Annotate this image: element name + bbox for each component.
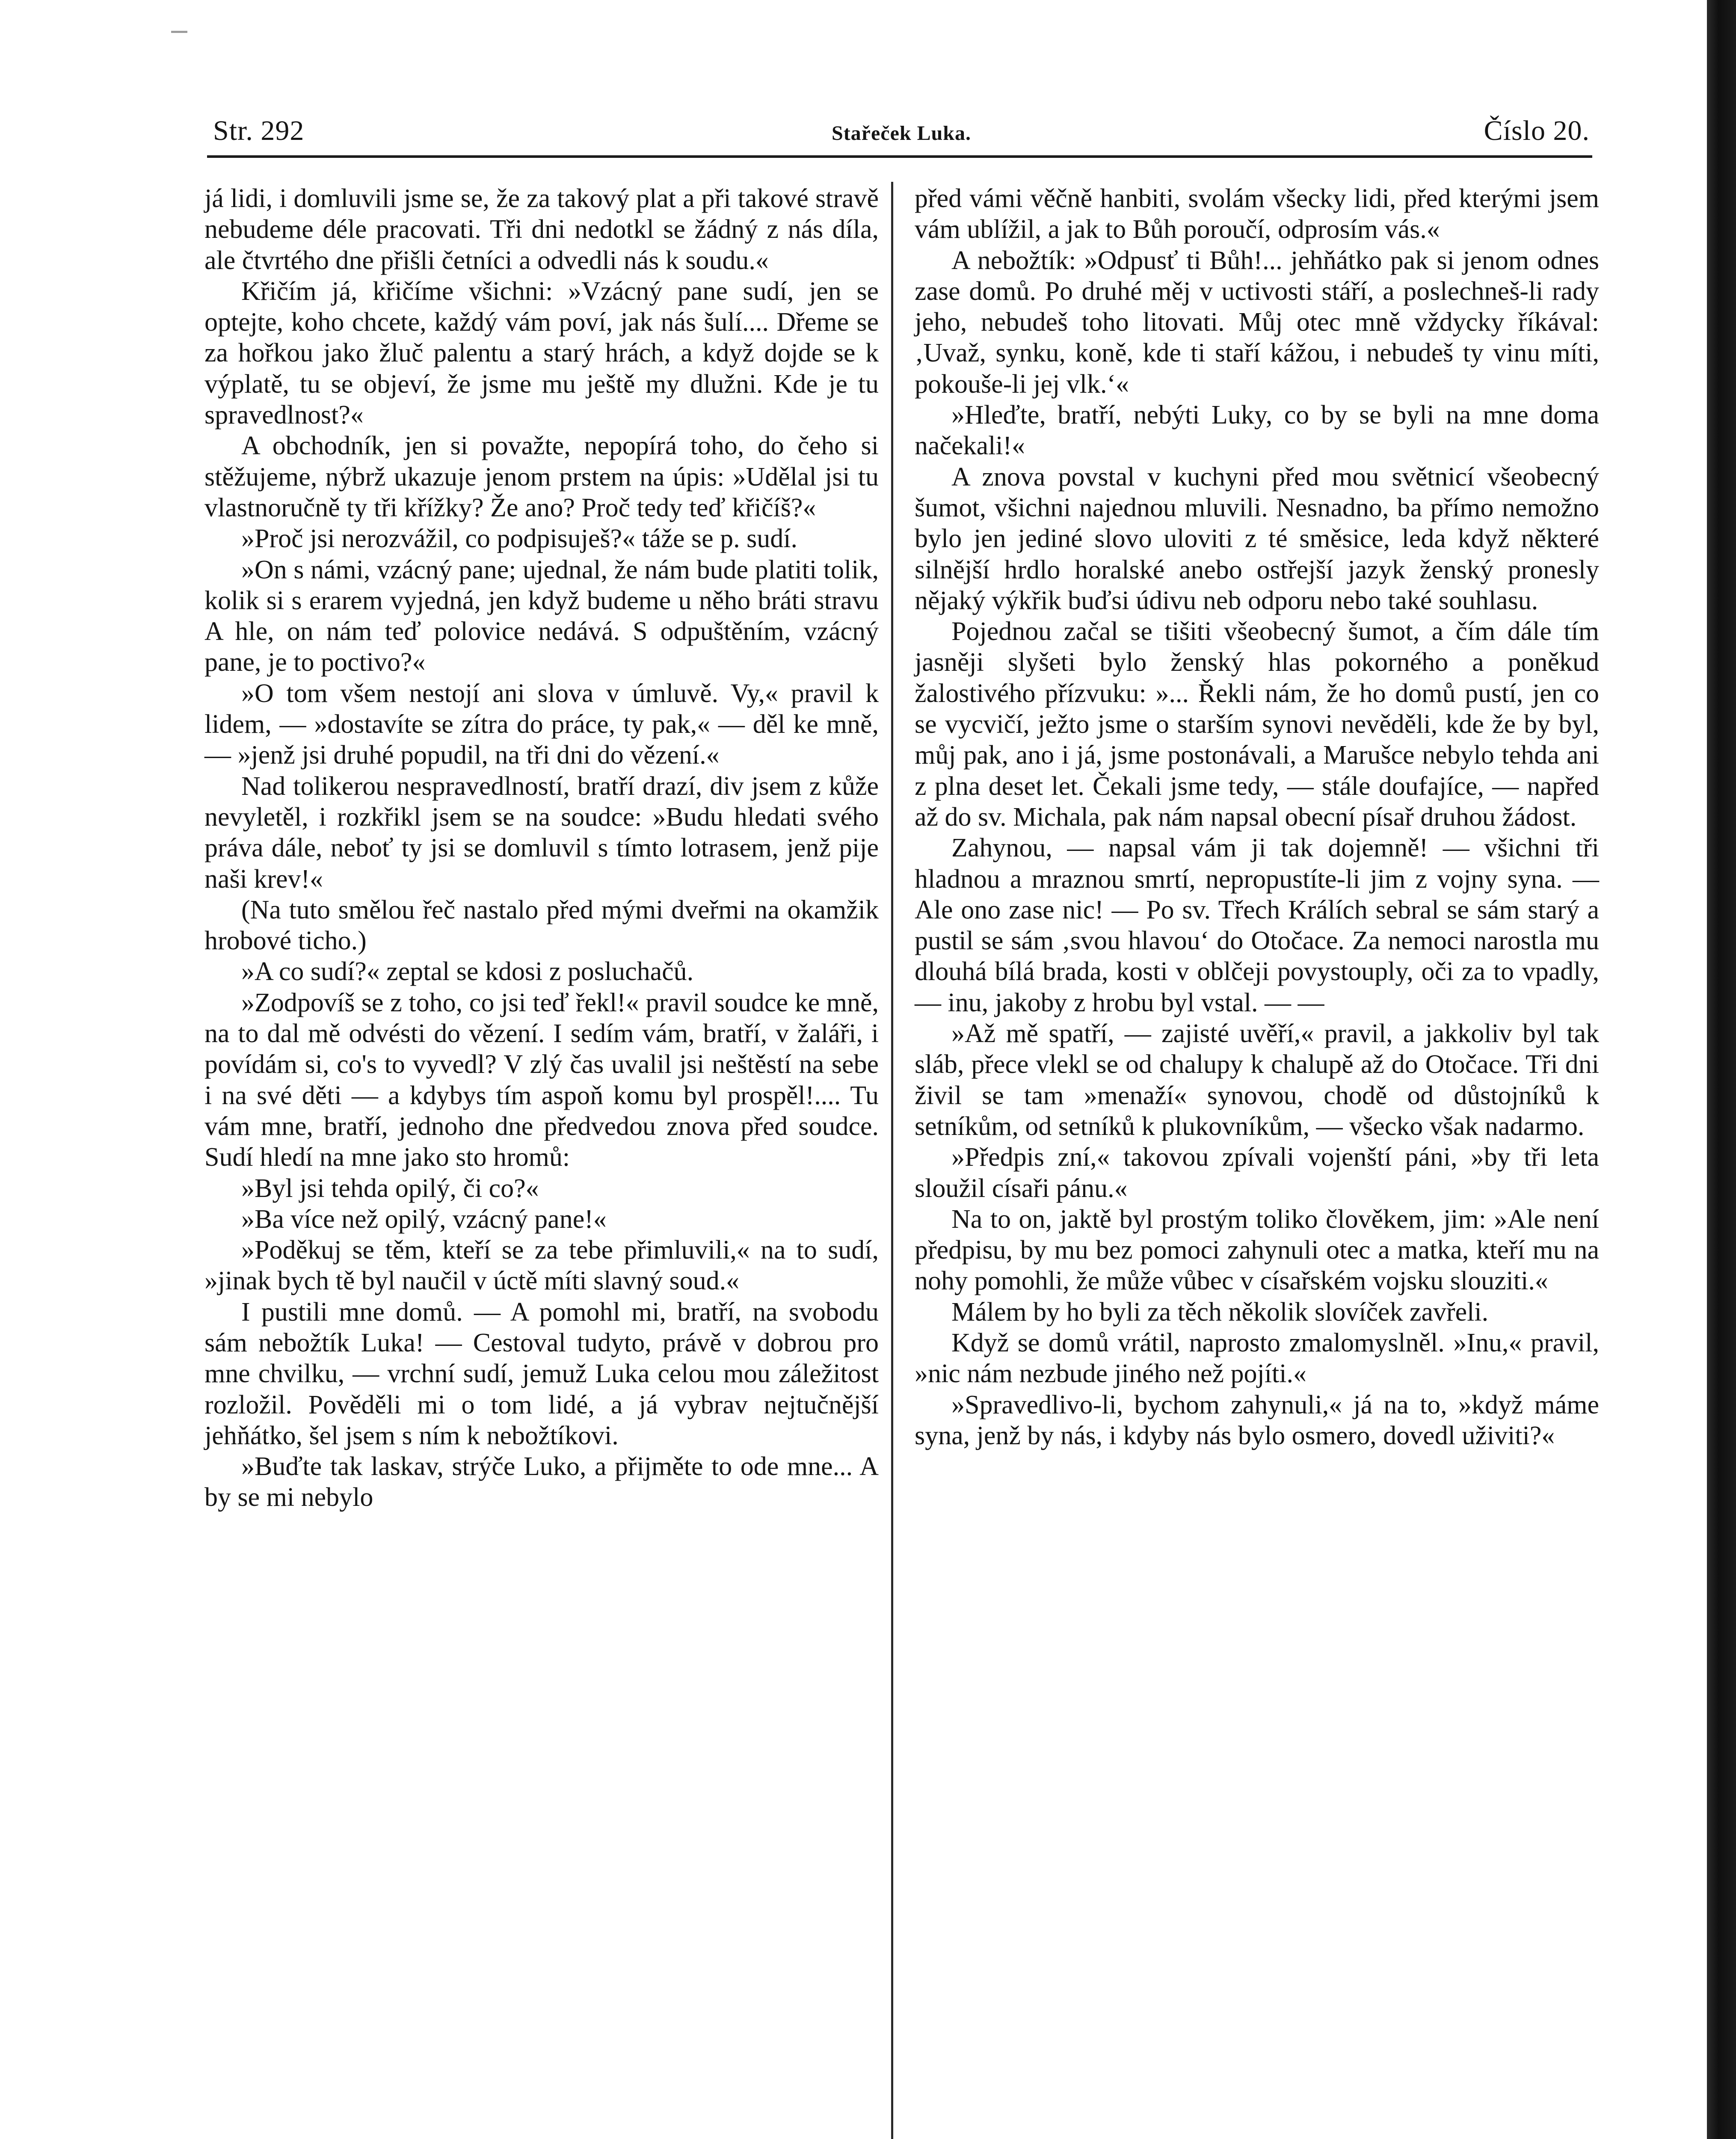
page-header	[213, 112, 1590, 155]
paragraph: »Ba více než opilý, vzácný pane!«	[241, 1204, 607, 1234]
paragraph: »Byl jsi tehda opilý, či co?«	[241, 1173, 539, 1203]
paragraph: Křičím já, křičíme všichni: »Vzácný pane sudí, jen se optejte, koho chcete, každý vám poví, jak nás šulí.... Dřeme se za hořkou jako žluč palentu a starý hrách, a když dojde se k výplatě, tu se objeví, že jsme mu ještě my dlužni. Kde je tu spravedlnost?«	[204, 276, 879, 430]
scan-edge	[1707, 0, 1736, 2139]
paragraph: »Buďte tak laskav, strýče Luko, a přijměte to ode mne... A by se mi nebylo	[204, 1452, 879, 1512]
paragraph: A znova povstal v kuchyni před mou světnicí všeobecný šumot, všichni najednou mluvili. Nesnadno, ba přímo nemožno bylo jen jediné slovo uloviti z té směsice, leda když některé silnější hrdlo horalské anebo ostřejší jazyk ženský pronesly nějaký výkřik buďsi údivu neb odporu nebo také souhlasu.	[915, 462, 1599, 615]
paragraph: »O tom všem nestojí ani slova v úmluvě. Vy,« pravil k lidem, — »dostavíte se zítra do práce, ty pak,« — děl ke mně, — »jenž jsi druhé popudil, na tři dni do vězení.«	[204, 678, 879, 770]
paragraph: Když se domů vrátil, naprosto zmalomyslněl. »Inu,« pravil, »nic nám nezbude jiného než pojíti.«	[915, 1328, 1599, 1389]
issue-number: Číslo 20.	[1484, 115, 1590, 146]
scan-mark	[171, 31, 187, 33]
running-title: Stařeček Luka.	[832, 122, 971, 145]
paragraph: »Předpis zní,« takovou zpívali vojenští páni, »by tři leta sloužil císaři pánu.«	[915, 1143, 1599, 1203]
paragraph: Zahynou, — napsal vám ji tak dojemně! — všichni tři hladnou a mraznou smrtí, nepropustíte-li jim z vojny syna. — Ale ono zase nic! — Po sv. Třech Králích sebral se sám starý a pustil se sám ‚svou hlavou‘ do Otočace. Za nemoci narostla mu dlouhá bílá brada, kosti v oblčeji povystouply, oči za to vpadly, — inu, jakoby z hrobu byl vstal. — —	[915, 833, 1599, 1017]
paragraph: A obchodník, jen si považte, nepopírá toho, do čeho si stěžujeme, nýbrž ukazuje jenom prstem na úpis: »Udělal jsi tu vlastnoručně ty tři křížky? Že ano? Proč tedy teď křičíš?«	[204, 431, 879, 522]
paragraph: (Na tuto smělou řeč nastalo před mými dveřmi na okamžik hrobové ticho.)	[204, 895, 879, 956]
paragraph: já lidi, i domluvili jsme se, že za takový plat a při takové stravě nebudeme déle pracovati. Tři dni nedotkl se žádný z nás díla, ale čtvrtého dne přišli četníci a odvedli nás k soudu.«	[204, 184, 879, 275]
right-column	[915, 183, 1599, 1451]
paragraph: »Proč jsi nerozvážil, co podpisuješ?« táže se p. sudí.	[241, 524, 797, 554]
paragraph: před vámi věčně hanbiti, svolám všecky lidi, před kterými jsem vám ublížil, a jak to Bůh poroučí, odprosím vás.«	[915, 184, 1599, 244]
paragraph: Pojednou začal se tišiti všeobecný šumot, a čím dále tím jasněji slyšeti bylo ženský hlas pokorného a poněkud žalostivého přízvuku: »... Řekli nám, že ho domů pustí, jen co se vycvičí, ježto jsme o starším synovi nevěděli, kde že by byl, můj pak, ano i já, jsme postonávali, a Marušce nebylo tehda ani z plna deset let. Čekali jsme tedy, — stále doufajíce, — napřed až do sv. Michala, pak nám napsal obecní písař druhou žádost.	[915, 617, 1599, 832]
paragraph: »Hleďte, bratří, nebýti Luky, co by se byli na mne doma načekali!«	[915, 400, 1599, 461]
paragraph: »Spravedlivo-li, bychom zahynuli,« já na to, »když máme syna, jenž by nás, i kdyby nás bylo osmero, dovedl uživiti?«	[915, 1390, 1599, 1450]
paragraph: »Až mě spatří, — zajisté uvěří,« pravil, a jakkoliv byl tak sláb, přece vlekl se od chalupy k chalupě až do Otočace. Tři dni živil se tam »menaží« synovou, chodě od důstojníků k setníkům, od setníků k plukovníkům, — všecko však nadarmo.	[915, 1019, 1599, 1141]
paragraph: »A co sudí?« zeptal se kdosi z posluchačů.	[241, 957, 694, 987]
paragraph: »On s námi, vzácný pane; ujednal, že nám bude platiti tolik, kolik si s erarem vyjedná, jen když budeme u něho bráti stravu A hle, on nám teď polovice nedává. S odpuštěním, vzácný pane, je to poctivo?«	[204, 555, 879, 677]
paragraph: »Zodpovíš se z toho, co jsi teď řekl!« pravil soudce ke mně, na to dal mě odvésti do vězení. I sedím vám, bratří, v žaláři, i povídám si, co's to vyvedl? V zlý čas uvalil jsi neštěstí na sebe i na své děti — a kdybys tím aspoň komu byl prospěl!.... Tu vám mne, bratří, jednoho dne předvedou znova před soudce. Sudí hledí na mne jako sto hromů:	[204, 988, 879, 1172]
page-number: Str. 292	[213, 115, 305, 146]
paragraph: Na to on, jaktě byl prostým toliko člověkem, jim: »Ale není předpisu, by mu bez pomoci zahynuli otec a matka, kteří mu na nohy pomohli, že může vůbec v císařském vojsku slouziti.«	[915, 1204, 1599, 1296]
paragraph: I pustili mne domů. — A pomohl mi, bratří, na svobodu sám nebožtík Luka! — Cestoval tudyto, právě v dobrou pro mne chvilku, — vrchní sudí, jemuž Luka celou mou záležitost rozložil. Pověděli mi o tom lidé, a já vybrav nejtučnější jehňátko, šel jsem s ním k nebožtíkovi.	[204, 1297, 879, 1450]
paragraph: »Poděkuj se těm, kteří se za tebe přimluvili,« na to sudí, »jinak bych tě byl naučil v úctě míti slavný soud.«	[204, 1235, 879, 1296]
paragraph: A nebožtík: »Odpusť ti Bůh!... jehňátko pak si jenom odnes zase domů. Po druhé měj v uctivosti stáří, a poslechneš-li rady jeho, nebudeš toho litovati. Můj otec mně vždycky říkával: ‚Uvaž, synku, koně, kde ti staří kážou, i nebudeš ty vinu míti, pokouše-li jej vlk.‘«	[915, 246, 1599, 399]
column-divider	[891, 182, 893, 2139]
left-column	[204, 183, 879, 1513]
paragraph: Málem by ho byli za těch několik slovíček zavřeli.	[951, 1297, 1489, 1327]
paragraph: Nad tolikerou nespravedlností, bratří drazí, div jsem z kůže nevyletěl, i rozkřikl jsem se na soudce: »Budu hledati svého práva dále, neboť ty jsi se domluvil s tímto lotrasem, jenž pije naši krev!«	[204, 771, 879, 894]
header-rule	[207, 155, 1592, 158]
